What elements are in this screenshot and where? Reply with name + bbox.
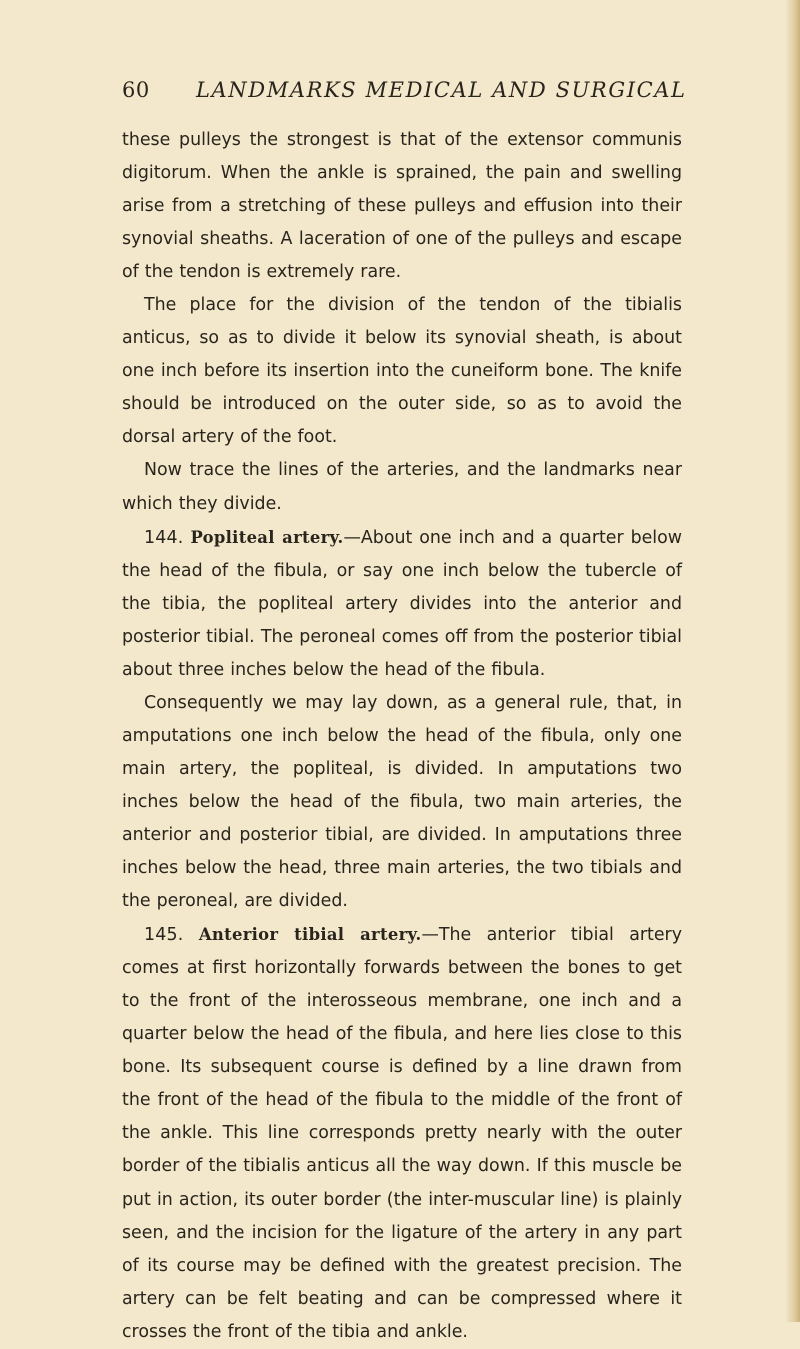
section-heading-anterior-tibial-artery: Anterior tibial artery. — [198, 925, 422, 945]
running-head — [122, 78, 687, 110]
section-heading-popliteal-artery: Popliteal artery. — [190, 527, 344, 547]
paragraph-pulleys-continued: these pulleys the strongest is that of the extensor communis digitorum. When the ankle is sprained, the pain and swelling arise from a stretching of these pulleys and effusion into their synovial sheaths. A laceration of one of the pulleys and escape of the tendon is extremely rare. — [122, 130, 682, 283]
anterior-tibial-artery-text: —The anterior tibial artery comes at first horizontally forwards between the bones to get to the front of the interosseous membrane, one inch and a quarter below the head of the fibula, and here lies close to this bone. Its subsequent course is defined by a line drawn from the front of the head of the fibula to the middle of the front of the ankle. This line corresponds pretty nearly with the outer border of the tibialis anticus all the way down. If this muscle be put in action, its outer border (the inter-muscular line) is plainly seen, and the incision for the ligature of the artery in any part of its course may be defined with the greatest precision. The artery can be felt beating and can be compressed where it crosses the front of the tibia and ankle. — [122, 925, 683, 1342]
section-number-145: 145. — [144, 925, 184, 946]
page-number: 60 — [122, 78, 150, 102]
paragraph-popliteal-artery — [122, 521, 682, 687]
paragraph-amputations: Consequently we may lay down, as a general rule, that, in amputations one inch below the head of the fibula, only one main artery, the popliteal, is divided. In amputations two inches below the head of the fibula, two main arteries, the anterior and posterior tibial, are divided. In amputations three inches below the head, three main arteries, the two tibials and the peroneal, are divided. — [122, 692, 682, 912]
section-number-144: 144. — [144, 527, 184, 548]
running-head-title: LANDMARKS MEDICAL AND SURGICAL — [196, 78, 687, 102]
paragraph-anterior-tibial-artery — [122, 918, 682, 1349]
page-edge-shadow — [786, 0, 800, 1322]
body-text — [122, 124, 682, 1349]
popliteal-artery-text: —About one inch and a quarter below the head of the fibula, or say one inch below the tubercle of the tibia, the popliteal artery divides into the anterior and posterior tibial. The peroneal comes off from the posterior tibial about three inches below the head of the fibula. — [122, 527, 683, 680]
paragraph-trace-arteries: Now trace the lines of the arteries, and the landmarks near which they divide. — [122, 460, 682, 514]
paragraph-tibialis-division: The place for the division of the tendon of the tibialis anticus, so as to divide it below its synovial sheath, is about one inch before its insertion into the cuneiform bone. The knife should be introduced on the outer side, so as to avoid the dorsal artery of the foot. — [122, 295, 682, 448]
